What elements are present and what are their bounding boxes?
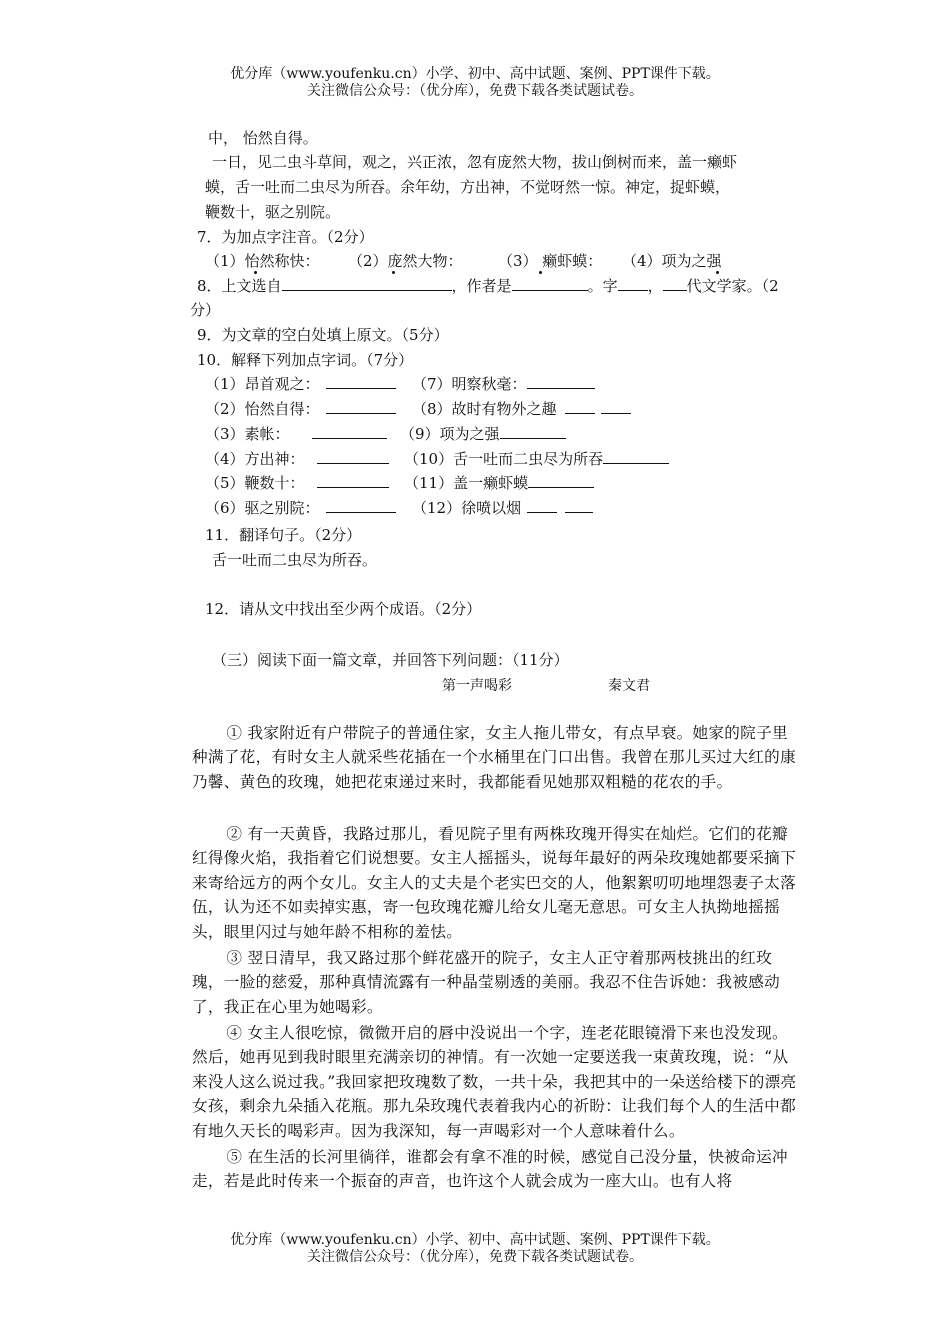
article-author: 秦文君 bbox=[608, 678, 650, 694]
q8-text-3: 。字 bbox=[587, 277, 618, 295]
excerpt-line-0: 中， 怡然自得。 bbox=[208, 129, 318, 147]
answer-blank[interactable] bbox=[618, 276, 648, 291]
answer-blank[interactable] bbox=[282, 276, 452, 291]
q10-item-8 bbox=[412, 399, 631, 419]
q10-item-11 bbox=[404, 473, 594, 493]
q7-item-4: （4）项为之强 bbox=[622, 252, 722, 270]
excerpt-line-1: 一日，见二虫斗草间，观之，兴正浓，忽有庞然大物，拔山倒树而来，盖一癞虾 bbox=[212, 153, 738, 171]
q10-item-label: （5）鞭数十： bbox=[205, 474, 305, 492]
emphasis-dot-marker bbox=[386, 251, 401, 271]
excerpt-line-2: 蟆，舌一吐而二虫尽为所吞。余年幼，方出神，不觉呀然一惊。神定，捉虾蟆， bbox=[205, 178, 731, 196]
q10-item-9 bbox=[400, 424, 566, 444]
article-title: 第一声喝彩 bbox=[442, 678, 512, 694]
q10-item-12 bbox=[412, 498, 593, 518]
q7-item-2: （2）庞然大物： bbox=[348, 252, 463, 270]
answer-blank[interactable] bbox=[312, 424, 387, 439]
footer-line-1: 优分库（www.youfenku.cn）小学、初中、高中试题、案例、PPT课件下载。 bbox=[230, 1232, 720, 1248]
q10-item-2 bbox=[205, 399, 396, 419]
answer-blank[interactable] bbox=[512, 276, 588, 291]
answer-blank[interactable] bbox=[663, 276, 687, 291]
q10-item-7 bbox=[412, 374, 595, 394]
answer-blank[interactable] bbox=[603, 449, 669, 464]
q8-line bbox=[197, 276, 779, 296]
q10-item-label: （7）明察秋毫： bbox=[412, 375, 527, 393]
q10-item-label: （2）怡然自得： bbox=[205, 400, 320, 418]
answer-blank[interactable] bbox=[317, 449, 389, 464]
header-line-1: 优分库（www.youfenku.cn）小学、初中、高中试题、案例、PPT课件下载。 bbox=[230, 66, 720, 82]
answer-blank[interactable] bbox=[527, 374, 595, 389]
answer-blank[interactable] bbox=[317, 473, 389, 488]
q10-item-label: （10）舌一吐而二虫尽为所吞 bbox=[404, 450, 604, 468]
q10-item-label: （3）素帐： bbox=[205, 425, 290, 443]
footer-line-2: 关注微信公众号：（优分库），免费下载各类试题试卷。 bbox=[307, 1249, 643, 1265]
q8-text-2: ，作者是 bbox=[451, 277, 512, 295]
answer-blank[interactable] bbox=[565, 399, 595, 414]
answer-blank[interactable] bbox=[565, 498, 593, 513]
section3-intro: （三）阅读下面一篇文章，并回答下列问题：（11分） bbox=[212, 651, 569, 669]
q8-continuation: 分） bbox=[190, 301, 221, 319]
q8-text-4: ， bbox=[647, 277, 663, 295]
q9-title: 9．为文章的空白处填上原文。（5分） bbox=[197, 326, 449, 344]
page-footer bbox=[0, 1232, 950, 1266]
q11-title: 11．翻译句子。（2分） bbox=[205, 526, 362, 544]
answer-blank[interactable] bbox=[528, 473, 594, 488]
q10-item-3 bbox=[205, 424, 387, 444]
article-paragraph-5: ⑤ 在生活的长河里徜徉，谁都会有拿不准的时候，感觉自己没分量，快被命运冲走，若是此时传来一个振奋的声音，也许这个人就会成为一座大山。也有人将 bbox=[192, 1148, 788, 1191]
answer-blank[interactable] bbox=[326, 399, 396, 414]
article-paragraph-2: ② 有一天黄昏，我路过那儿，看见院子里有两株玫瑰开得实在灿烂。它们的花瓣红得像火焰，我指着它们说想要。女主人摇摇头，说每年最好的两朵玫瑰她都要采摘下来寄给远方的两个女儿。女主人的丈夫是个老实巴交的人，他絮絮叨叨地埋怨妻子太落伍，认为还不如卖掉实惠，寄一包玫瑰花瓣儿给女儿毫无意思。可女主人执拗地摇摇头，眼里闪过与她年龄不相称的羞怯。 bbox=[192, 825, 796, 941]
q10-item-4 bbox=[205, 449, 389, 469]
q10-item-label: （11）盖一癞虾蟆 bbox=[404, 474, 529, 492]
q10-item-label: （9）项为之强 bbox=[400, 425, 500, 443]
q10-title: 10．解释下列加点字词。（7分） bbox=[197, 351, 414, 369]
header-line-2: 关注微信公众号：（优分库），免费下载各类试题试卷。 bbox=[307, 83, 643, 99]
article-paragraph-3: ③ 翌日清早，我又路过那个鲜花盛开的院子，女主人正守着那两枝挑出的红玫瑰，一脸的慈爱，那种真情流露有一种晶莹剔透的美丽。我忍不住告诉她：我被感动了，我正在心里为她喝彩。 bbox=[192, 949, 781, 1016]
q11-sentence: 舌一吐而二虫尽为所吞。 bbox=[212, 551, 378, 569]
page-header bbox=[0, 66, 950, 100]
q7-item-3: （3） 癞虾蟆： bbox=[498, 252, 603, 270]
q10-item-label: （12）徐喷以烟 bbox=[412, 499, 522, 517]
q7-item-1: （1）怡然称快： bbox=[205, 252, 320, 270]
answer-blank[interactable] bbox=[326, 498, 396, 513]
excerpt-line-3: 鞭数十，驱之别院。 bbox=[205, 203, 341, 221]
article-paragraph-4: ④ 女主人很吃惊，微微开启的唇中没说出一个字，连老花眼镜滑下来也没发现。然后，她再见到我时眼里充满亲切的神情。有一次她一定要送我一束黄玫瑰，说：“从来没人这么说过我。”我回家把玫瑰数了数，一共十朵，我把其中的一朵送给楼下的漂亮女孩，剩余九朵插入花瓶。那九朵玫瑰代表着我内心的祈盼：让我们每个人的生活中都有地久天长的喝彩声。因为我深知，每一声喝彩对一个人意味着什么。 bbox=[192, 1024, 797, 1140]
q10-item-label: （4）方出神： bbox=[205, 450, 305, 468]
q10-item-label: （8）故时有物外之趣 bbox=[412, 400, 557, 418]
emphasis-dot-marker bbox=[533, 251, 548, 271]
emphasis-dot-marker bbox=[710, 251, 725, 271]
q8-text-5: 代文学家。（2 bbox=[686, 277, 779, 295]
q10-item-6 bbox=[205, 498, 396, 518]
q7-title: 7．为加点字注音。（2分） bbox=[197, 228, 374, 246]
answer-blank[interactable] bbox=[527, 498, 557, 513]
answer-blank[interactable] bbox=[601, 399, 631, 414]
q10-item-label: （6）驱之别院： bbox=[205, 499, 320, 517]
q10-item-1 bbox=[205, 374, 396, 394]
answer-blank[interactable] bbox=[326, 374, 396, 389]
answer-blank[interactable] bbox=[500, 424, 566, 439]
q8-text-1: 8．上文选自 bbox=[197, 277, 282, 295]
q10-item-5 bbox=[205, 473, 389, 493]
q10-item-10 bbox=[404, 449, 669, 469]
article-paragraph-1: ① 我家附近有户带院子的普通住家，女主人拖儿带女，有点早衰。她家的院子里种满了花，有时女主人就采些花插在一个水桶里在门口出售。我曾在那儿买过大红的康乃馨、黄色的玫瑰，她把花束递过来时，我都能看见她那双粗糙的花农的手。 bbox=[192, 724, 796, 791]
q10-item-label: （1）昂首观之： bbox=[205, 375, 320, 393]
emphasis-dot-marker bbox=[248, 251, 263, 271]
q12-title: 12．请从文中找出至少两个成语。（2分） bbox=[205, 600, 482, 618]
